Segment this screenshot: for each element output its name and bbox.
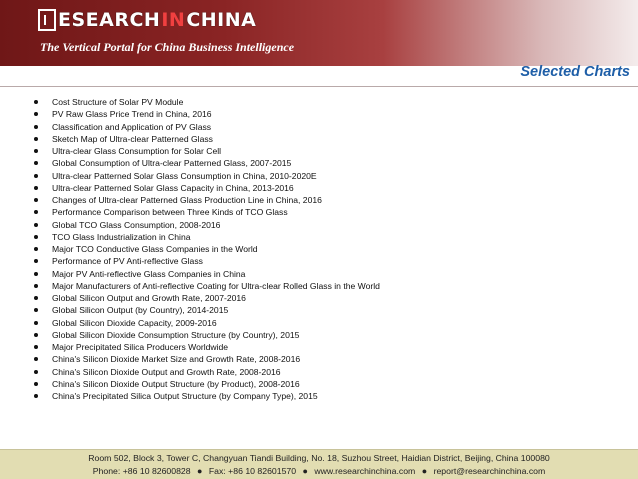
bullet-icon (34, 345, 38, 349)
list-item (34, 378, 380, 390)
list-item-text: TCO Glass Industrialization in China (52, 231, 191, 242)
list-item-text: China's Silicon Dioxide Market Size and Growth Rate, 2008-2016 (52, 354, 301, 365)
bullet-icon (34, 137, 38, 141)
bullet-icon (34, 198, 38, 202)
list-item-text: Ultra-clear Patterned Solar Glass Consumption in China, 2010-2020E (52, 170, 317, 181)
bullet-icon (34, 125, 38, 129)
list-item (34, 268, 380, 280)
list-item-text: Major TCO Conductive Glass Companies in the World (52, 244, 258, 254)
bullet-icon (34, 259, 38, 263)
bullet-icon (34, 247, 38, 251)
footer-phone: Phone: +86 10 82600828 (92, 466, 191, 476)
list-item (34, 145, 380, 157)
list-item (34, 304, 380, 316)
list-item-text: Classification and Application of PV Glass (52, 121, 212, 132)
list-item-text: Performance Comparison between Three Kinds of TCO Glass (52, 207, 288, 218)
logo-r-icon (38, 9, 56, 31)
chart-list (34, 96, 380, 402)
bullet-icon (34, 210, 38, 214)
list-item (34, 194, 380, 206)
bullet-icon (34, 112, 38, 116)
list-item (34, 206, 380, 218)
page-title: Selected Charts (520, 64, 630, 80)
list-item (34, 243, 380, 255)
bullet-icon (34, 284, 38, 288)
list-item (34, 231, 380, 243)
list-item (34, 280, 380, 292)
list-item-text: Global Silicon Dioxide Consumption Structure (by Country), 2015 (52, 329, 300, 340)
footer-fax: Fax: +86 10 82601570 (208, 466, 297, 476)
list-item (34, 170, 380, 182)
list-item-text: Performance of PV Anti-reflective Glass (52, 256, 203, 267)
list-item-text: China's Silicon Dioxide Output and Growth Rate, 2008-2016 (52, 366, 281, 377)
list-item-text: Changes of Ultra-clear Patterned Glass Production Line in China, 2016 (52, 195, 322, 205)
list-item-text: Global Consumption of Ultra-clear Patterned Glass, 2007-2015 (52, 158, 292, 169)
header-banner (0, 0, 638, 66)
list-item (34, 366, 380, 378)
bullet-icon (34, 357, 38, 361)
list-item-text: Sketch Map of Ultra-clear Patterned Glass (52, 133, 213, 144)
bullet-icon (34, 308, 38, 312)
list-item-text: Major Precipitated Silica Producers Worldwide (52, 342, 229, 352)
logo-china: CHINA (186, 9, 257, 31)
tagline: The Vertical Portal for China Business Intelligence (40, 40, 295, 54)
bullet-icon (34, 149, 38, 153)
footer-address: Room 502, Block 3, Tower C, Changyuan Tiandi Building, No. 18, Suzhou Street, Haidian District, Beijing, China 100080 (88, 453, 550, 463)
bullet-icon (34, 333, 38, 337)
bullet-separator-icon: ● (302, 466, 308, 476)
list-item-text: China's Precipitated Silica Output Structure (by Company Type), 2015 (52, 391, 318, 401)
list-item (34, 121, 380, 133)
bullet-icon (34, 370, 38, 374)
footer-email-link[interactable]: report@researchinchina.com (433, 466, 546, 476)
divider (0, 86, 638, 87)
list-item (34, 219, 380, 231)
bullet-icon (34, 272, 38, 276)
list-item (34, 329, 380, 341)
bullet-icon (34, 174, 38, 178)
bullet-icon (34, 296, 38, 300)
list-item-text: Major Manufacturers of Anti-reflective Coating for Ultra-clear Rolled Glass in the World (52, 280, 380, 291)
list-item (34, 157, 380, 169)
bullet-icon (34, 161, 38, 165)
list-item-text: Global Silicon Dioxide Capacity, 2009-2016 (52, 317, 217, 328)
bullet-icon (34, 382, 38, 386)
footer-website-link[interactable]: www.researchinchina.com (314, 466, 416, 476)
logo[interactable] (38, 8, 256, 32)
list-item (34, 292, 380, 304)
bullet-icon (34, 394, 38, 398)
list-item (34, 390, 380, 402)
list-item (34, 108, 380, 120)
list-item (34, 317, 380, 329)
list-item-text: Global Silicon Output and Growth Rate, 2007-2016 (52, 293, 246, 303)
bullet-icon (34, 223, 38, 227)
list-item-text: Ultra-clear Glass Consumption for Solar Cell (52, 146, 222, 156)
list-item (34, 255, 380, 267)
list-item (34, 182, 380, 194)
list-item-text: Ultra-clear Patterned Solar Glass Capacity in China, 2013-2016 (52, 182, 294, 193)
list-item-text: Major PV Anti-reflective Glass Companies in China (52, 268, 246, 279)
list-item (34, 133, 380, 145)
logo-in: IN (161, 9, 186, 31)
bullet-icon (34, 100, 38, 104)
bullet-icon (34, 235, 38, 239)
list-item-text: Cost Structure of Solar PV Module (52, 97, 184, 107)
logo-research: ESEARCH (58, 9, 161, 31)
bullet-icon (34, 186, 38, 190)
list-item (34, 353, 380, 365)
list-item-text: Global Silicon Output (by Country), 2014-2015 (52, 305, 229, 316)
list-item (34, 96, 380, 108)
list-item (34, 341, 380, 353)
footer (0, 449, 638, 479)
footer-contacts (0, 466, 638, 476)
list-item-text: Global TCO Glass Consumption, 2008-2016 (52, 219, 221, 230)
bullet-separator-icon: ● (421, 466, 428, 476)
bullet-separator-icon: ● (197, 466, 203, 476)
list-item-text: China's Silicon Dioxide Output Structure (by Product), 2008-2016 (52, 378, 300, 389)
bullet-icon (34, 321, 38, 325)
list-item-text: PV Raw Glass Price Trend in China, 2016 (52, 109, 212, 120)
